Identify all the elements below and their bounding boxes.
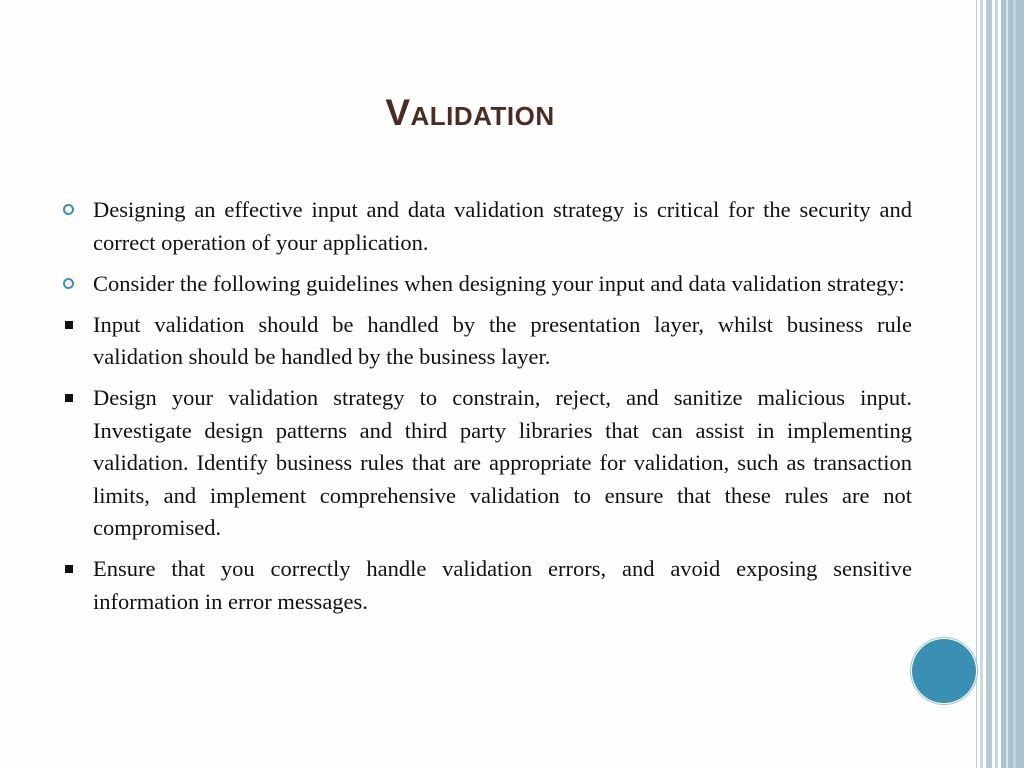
bullet-item — [60, 382, 912, 545]
bullet-text: Design your validation strategy to constrain, reject, and sanitize malicious input. Investigate design patterns and third party libraries that can assist in implementing validation. Identify business rules that are appropriate for validation, such as transaction limits, and implement comprehensive validation to ensure that these rules are not compromised. — [93, 385, 912, 540]
decorative-stripe — [995, 0, 998, 768]
circle-bullet-icon — [63, 204, 74, 215]
bullet-list — [60, 194, 912, 627]
bullet-text: Ensure that you correctly handle validation errors, and avoid exposing sensitive information in error messages. — [93, 556, 912, 614]
bullet-item — [60, 309, 912, 374]
decorative-stripe — [986, 0, 992, 768]
bullet-text: Designing an effective input and data validation strategy is critical for the security and correct operation of your application. — [93, 197, 912, 255]
square-bullet-icon — [65, 394, 73, 402]
decorative-circle — [912, 639, 976, 703]
square-bullet-icon — [65, 565, 73, 573]
bullet-text: Input validation should be handled by the presentation layer, whilst business rule validation should be handled by the business layer. — [93, 311, 912, 369]
bullet-item — [60, 268, 912, 301]
decorative-stripe — [980, 0, 983, 768]
circle-bullet-icon — [63, 278, 74, 289]
slide-title: Validation — [385, 92, 555, 133]
square-bullet-icon — [65, 321, 73, 329]
decorative-stripe — [976, 0, 977, 768]
decorative-stripe — [1013, 0, 1016, 768]
bullet-text: Consider the following guidelines when designing your input and data validation strategy: — [93, 270, 905, 296]
decorative-stripe — [1006, 0, 1008, 768]
bullet-item — [60, 553, 912, 618]
bullet-item — [60, 194, 912, 259]
